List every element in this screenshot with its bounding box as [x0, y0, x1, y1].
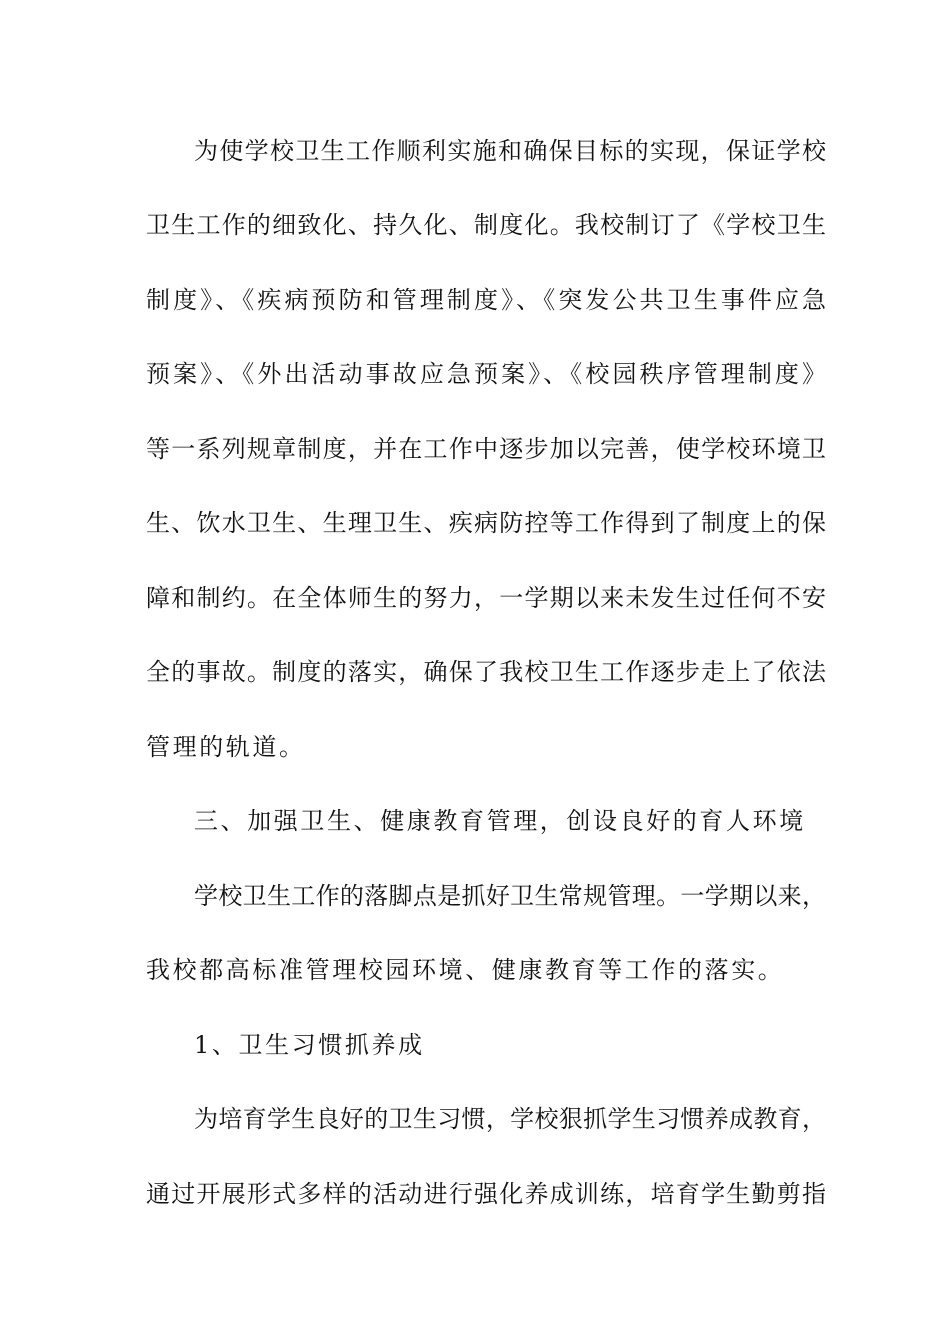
- section-heading: 三、加强卫生、健康教育管理，创设良好的育人环境: [194, 807, 806, 835]
- paragraph-1-line-7: 障和制约。在全体师生的努力，一学期以来未发生过任何不安: [146, 584, 826, 612]
- paragraph-1-line-5: 等一系列规章制度，并在工作中逐步加以完善，使学校环境卫: [146, 435, 826, 463]
- paragraph-1-line-3: 制度》、《疾病预防和管理制度》、《突发公共卫生事件应急: [146, 286, 826, 314]
- paragraph-1-line-9: 管理的轨道。: [146, 733, 306, 761]
- paragraph-2-line-2: 我校都高标准管理校园环境、健康教育等工作的落实。: [146, 956, 785, 984]
- paragraph-1-line-8: 全的事故。制度的落实，确保了我校卫生工作逐步走上了依法: [146, 658, 826, 686]
- subheading: 1、卫生习惯抓养成: [194, 1031, 425, 1059]
- paragraph-1-line-4: 预案》、《外出活动事故应急预案》、《校园秩序管理制度》: [146, 360, 826, 388]
- paragraph-1-line-2: 卫生工作的细致化、持久化、制度化。我校制订了《学校卫生: [146, 211, 826, 239]
- paragraph-1-line-6: 生、饮水卫生、生理卫生、疾病防控等工作得到了制度上的保: [146, 509, 826, 537]
- paragraph-1-line-1: 为使学校卫生工作顺利实施和确保目标的实现，保证学校: [194, 137, 826, 165]
- paragraph-3-line-1: 为培育学生良好的卫生习惯，学校狠抓学生习惯养成教育，: [194, 1105, 826, 1133]
- paragraph-2-line-1: 学校卫生工作的落脚点是抓好卫生常规管理。一学期以来，: [194, 882, 826, 910]
- paragraph-3-line-2: 通过开展形式多样的活动进行强化养成训练，培育学生勤剪指: [146, 1180, 826, 1208]
